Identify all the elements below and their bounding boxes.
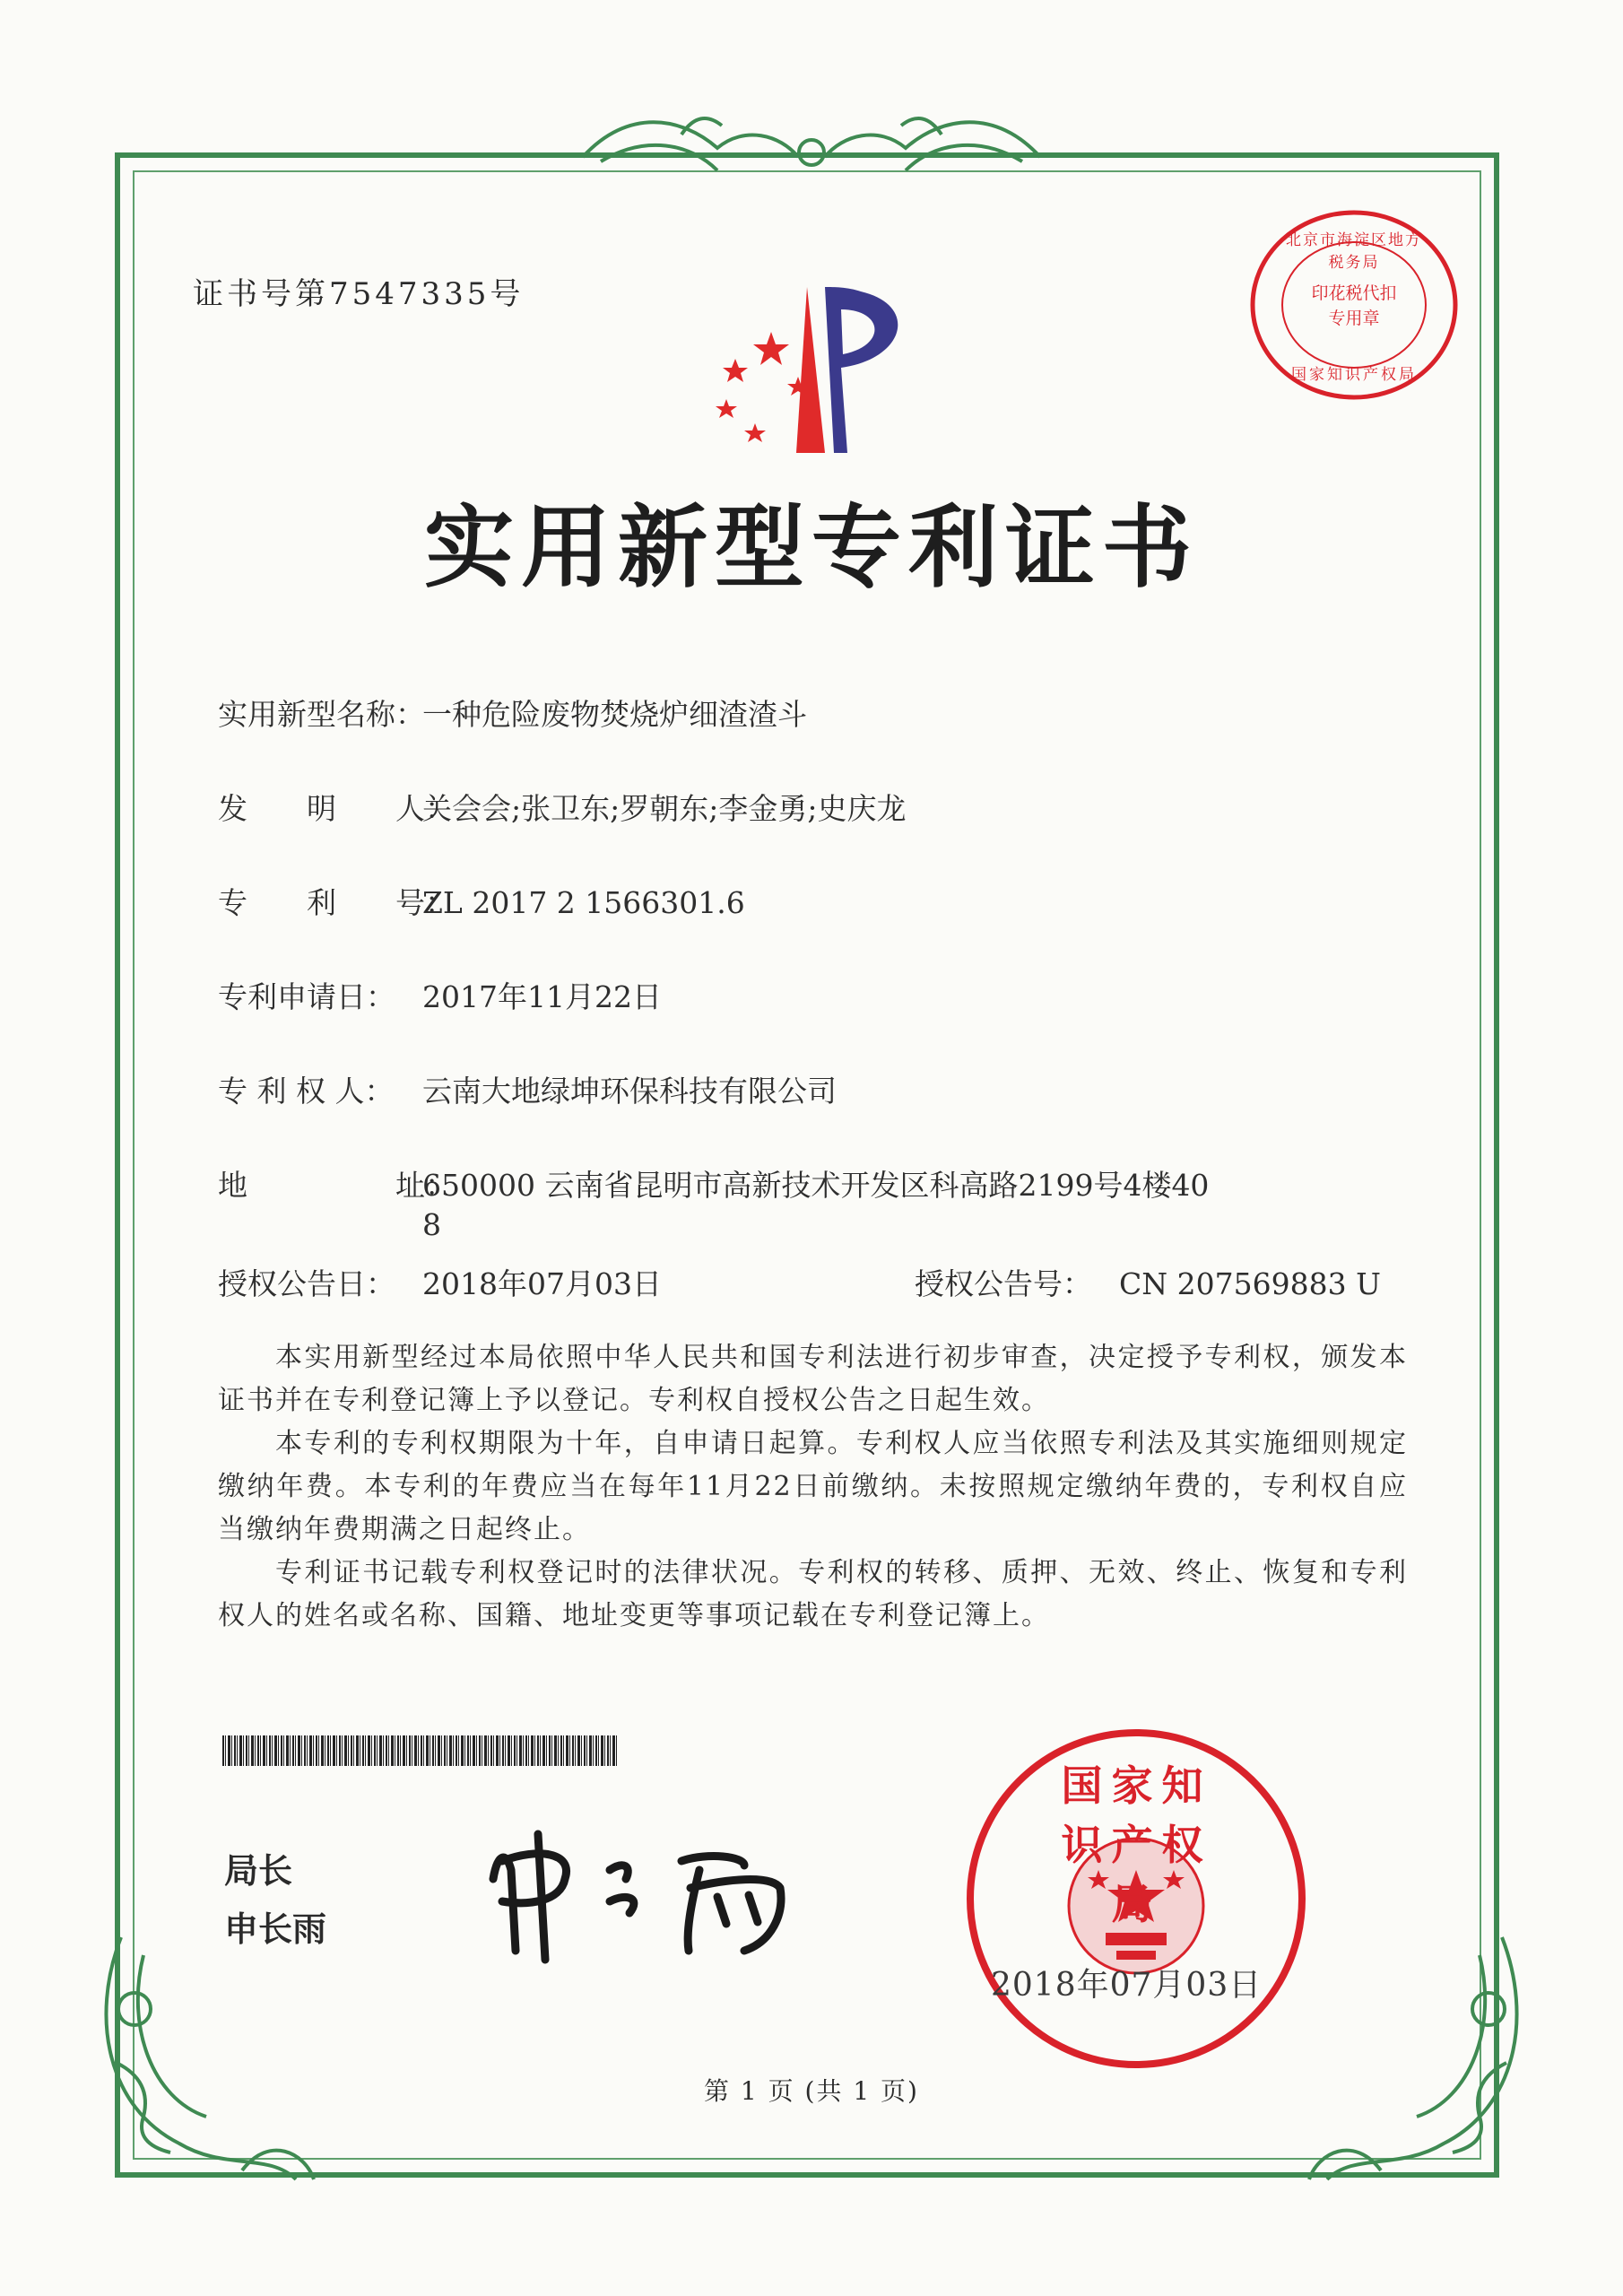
paragraph-1: 本实用新型经过本局依照中华人民共和国专利法进行初步审查，决定授予专利权，颁发本证书并在专利登记簿上予以登记。专利权自授权公告之日起生效。 (218, 1342, 1408, 1416)
director-title: 局长 (224, 1851, 293, 1891)
field-inventor (218, 789, 906, 829)
tax-stamp-bottom-text: 国家知识产权局 (1291, 366, 1417, 384)
field-address (218, 1166, 1209, 1205)
field-name-label: 实用新型名称： (218, 697, 425, 732)
field-name-value: 一种危险废物焚烧炉细渣渣斗 (422, 697, 807, 732)
tax-stamp-inner-text: 印花税代扣专用章 (1311, 283, 1397, 328)
body-paragraphs (218, 1336, 1408, 1638)
field-address-line2: 8 (422, 1207, 441, 1242)
seal-date: 2018年07月03日 (991, 1967, 1263, 2004)
field-patent-no (218, 883, 745, 923)
tax-stamp (1242, 202, 1466, 408)
field-grant-date (218, 1265, 662, 1304)
field-name (218, 695, 807, 735)
field-patent-no-label: 专 利 号： (218, 885, 455, 920)
signature (475, 1816, 816, 1969)
field-grant-date-value: 2018年07月03日 (422, 1266, 662, 1301)
field-grant-no-label: 授权公告号： (915, 1266, 1092, 1301)
field-inventor-label: 发 明 人： (218, 791, 455, 826)
certificate-title: 实用新型专利证书 (424, 495, 1199, 600)
paragraph-3: 专利证书记载专利权登记时的法律状况。专利权的转移、质押、无效、终止、恢复和专利权人的姓名或名称、国籍、地址变更等事项记载在专利登记簿上。 (218, 1557, 1408, 1631)
director-name: 申长雨 (224, 1909, 327, 1949)
field-grant-no (915, 1265, 1381, 1304)
field-grant-date-label: 授权公告日： (218, 1266, 395, 1301)
field-patent-no-value: ZL 2017 2 1566301.6 (422, 885, 745, 920)
field-address-value-line1: 650000 云南省昆明市高新技术开发区科高路2199号4楼40 (422, 1168, 1210, 1203)
field-filing-date-value: 2017年11月22日 (422, 979, 662, 1014)
certificate-number: 证书号第7547335号 (193, 276, 525, 312)
field-address-label: 地 址： (218, 1168, 455, 1203)
field-patentee (218, 1072, 837, 1111)
national-ip-seal (964, 1726, 1309, 2072)
cnipa-logo-icon (690, 269, 933, 475)
field-patentee-label: 专 利 权 人： (218, 1074, 395, 1109)
national-ip-seal-text: 国家知识产权局 (1061, 1761, 1212, 1928)
field-patentee-value: 云南大地绿坤环保科技有限公司 (422, 1074, 837, 1109)
paragraph-2: 本专利的专利权期限为十年，自申请日起算。专利权人应当依照专利法及其实施细则规定缴纳年费。本专利的年费应当在每年11月22日前缴纳。未按照规定缴纳年费的，专利权自应当缴纳年费期满之日起终止。 (218, 1428, 1408, 1545)
field-inventor-value: 关会会;张卫东;罗朝东;李金勇;史庆龙 (422, 791, 907, 826)
barcode (222, 1735, 617, 1766)
field-filing-date-label: 专利申请日： (218, 979, 395, 1014)
page-number: 第 1 页 (共 1 页) (704, 2076, 919, 2106)
field-filing-date (218, 978, 662, 1017)
field-grant-no-value: CN 207569883 U (1119, 1266, 1381, 1301)
tax-stamp-ring-text: 北京市海淀区地方税务局 (1286, 231, 1422, 272)
